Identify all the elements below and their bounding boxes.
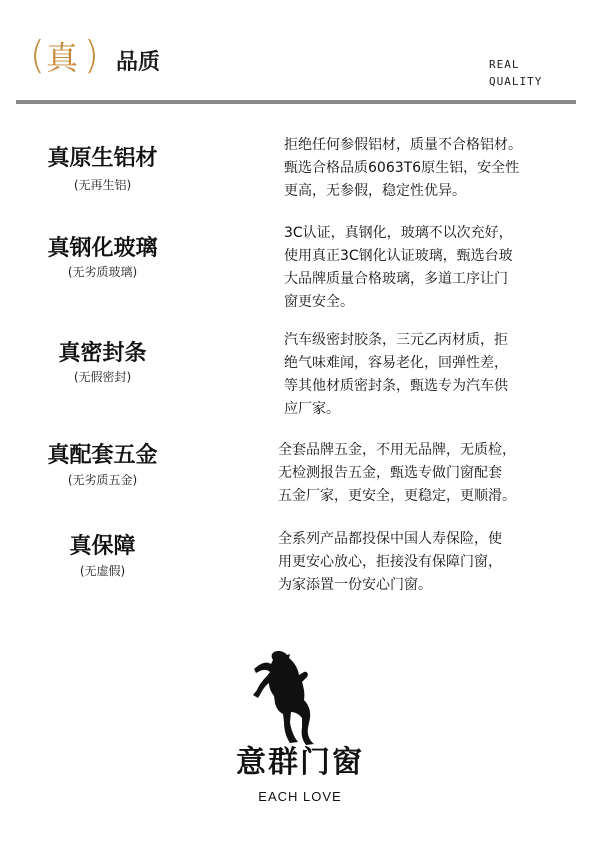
item-description-line: 五金厂家，更安全，更稳定，更顺滑。 [278,488,516,504]
item-title: 真保障 [69,534,136,559]
item-description [284,134,522,203]
header-bracket-right: ) [84,33,99,77]
item-description-line: 甄选合格品质6063T6原生铝，安全性 [284,160,520,176]
header-english-caption [489,56,542,90]
item-subtitle: (无劣质五金) [67,473,138,487]
page-title: 品质 [116,50,161,75]
item-description-line: 全系列产品都投保中国人寿保险，使 [278,531,502,547]
item-description-line: 汽车级密封胶条，三元乙丙材质，拒 [284,332,508,348]
item-description-line: 等其他材质密封条，甄选专为汽车供 [284,378,508,394]
header-en-line-2: QUALITY [489,75,543,88]
item-description-line: 拒绝任何参假铝材，质量不合格铝材。 [284,137,522,153]
header-divider [16,100,576,104]
item-title: 真配套五金 [47,443,158,468]
item-description-line: 应厂家。 [284,401,340,417]
horse-icon [244,648,316,748]
header-en-line-1: REAL [489,58,520,71]
item-description [278,528,502,597]
brand-name-english: EACH LOVE [258,789,342,804]
item-description-line: 用更安心放心，拒接没有保障门窗， [278,554,502,570]
item-description [284,329,508,421]
item-description-line: 大品牌质量合格玻璃，多道工序让门 [284,271,508,287]
item-description-line: 全套品牌五金，不用无品牌，无质检， [278,442,516,458]
item-subtitle: (无劣质玻璃) [67,265,138,279]
item-subtitle: (无再生铝) [73,178,132,192]
header-bracket-left: ( [30,33,45,77]
brand-logo [0,640,600,820]
item-description [284,222,513,314]
item-subtitle: (无假密封) [73,370,132,384]
item-description [278,439,516,508]
item-title: 真原生铝材 [47,146,158,171]
item-subtitle: (无虚假) [79,564,126,578]
item-description-line: 3C认证，真钢化，玻璃不以次充好， [284,225,513,241]
item-description-line: 使用真正3C钢化认证玻璃，甄选台玻 [284,248,513,264]
item-title: 真钢化玻璃 [47,236,158,261]
item-title: 真密封条 [58,341,147,366]
item-description-line: 窗更安全。 [284,294,354,310]
page-header [0,0,600,110]
item-description-line: 更高，无参假，稳定性优异。 [284,183,466,199]
item-description-line: 绝气味难闻，容易老化，回弹性差， [284,355,508,371]
brand-name-chinese: 意群门窗 [236,745,364,780]
item-description-line: 为家添置一份安心门窗。 [278,577,432,593]
item-description-line: 无检测报告五金，甄选专做门窗配套 [278,465,502,481]
header-zhen: 真 [46,39,79,77]
